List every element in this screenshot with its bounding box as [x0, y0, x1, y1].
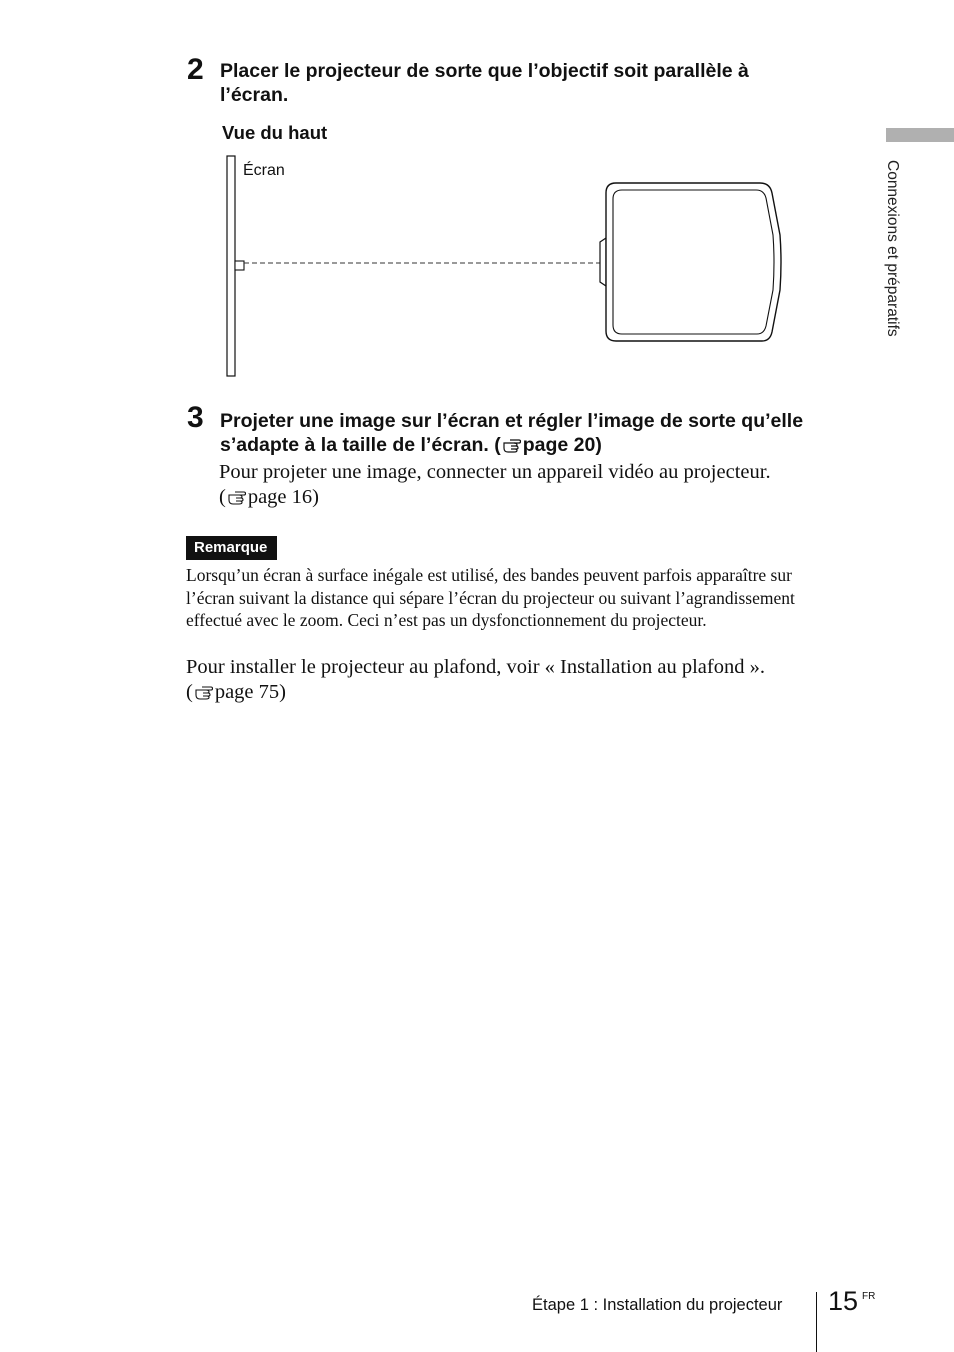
step-2-title-line1: Placer le projecteur de sorte que l’objectif soit parallèle à	[220, 60, 749, 82]
remark-label-badge: Remarque	[186, 536, 277, 560]
section-side-label	[880, 160, 920, 390]
step-3-title-line2	[220, 433, 870, 457]
footer-chapter: Étape 1 : Installation du projecteur	[532, 1296, 783, 1314]
remark-line2: l’écran suivant la distance qui sépare l’écran du projecteur ou suivant l’agrandissement	[186, 587, 795, 608]
ceiling-note-line2-text: (	[186, 681, 193, 703]
remark-line3: effectué avec le zoom. Ceci n’est pas un dysfonctionnement du projecteur.	[186, 610, 707, 630]
screen-label: Écran	[243, 162, 285, 179]
step-3-page-ref[interactable]: page 20)	[522, 434, 602, 456]
footer-divider	[816, 1292, 817, 1352]
pointing-hand-icon	[195, 684, 213, 700]
remark-body	[186, 564, 866, 632]
top-view-diagram	[220, 150, 800, 385]
page-number: 15	[828, 1286, 859, 1316]
step-2-number: 2	[187, 53, 204, 86]
step-2-title-line2: l’écran.	[220, 84, 289, 106]
screen-shape	[227, 156, 235, 376]
step-3-title	[220, 409, 870, 457]
step-3-title-line1: Projeter une image sur l’écran et régler l’image de sorte qu’elle	[220, 410, 804, 432]
pointing-hand-icon	[503, 437, 521, 453]
figure-caption: Vue du haut	[222, 122, 328, 143]
step-3-body-line2	[219, 485, 859, 510]
projector-outline-icon	[600, 183, 781, 341]
ceiling-note	[186, 655, 866, 705]
language-code: FR	[862, 1291, 876, 1302]
step-3-body-line2-text: (	[219, 486, 226, 508]
remark-line1: Lorsqu’un écran à surface inégale est utilisé, des bandes peuvent parfois apparaître sur	[186, 565, 792, 585]
section-label: Connexions et préparatifs	[884, 160, 901, 337]
pointing-hand-icon	[228, 489, 246, 505]
step-3-body-line1: Pour projeter une image, connecter un appareil vidéo au projecteur.	[219, 461, 771, 483]
step-3-number: 3	[187, 401, 204, 434]
step-2-title	[220, 59, 840, 107]
screen-center-mark	[235, 261, 244, 270]
step-3-body	[219, 460, 859, 510]
step-3-body-page-ref[interactable]: page 16)	[247, 486, 319, 508]
ceiling-note-line1: Pour installer le projecteur au plafond, voir « Installation au plafond ».	[186, 656, 765, 678]
step-3-title-line2-text: s’adapte à la taille de l’écran. (	[220, 434, 501, 456]
ceiling-note-page-ref[interactable]: page 75)	[214, 681, 286, 703]
ceiling-note-line2	[186, 680, 866, 705]
section-tab-marker	[886, 128, 954, 142]
